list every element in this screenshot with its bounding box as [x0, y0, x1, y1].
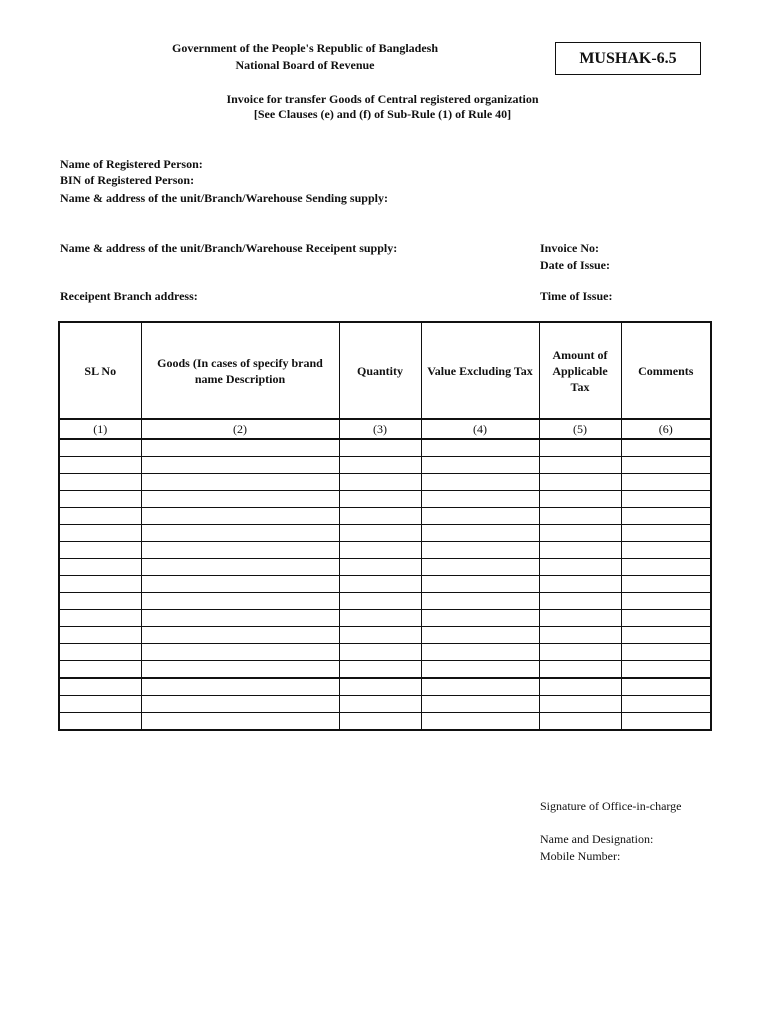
signature-label: Signature of Office-in-charge — [540, 799, 682, 813]
table-cell[interactable] — [421, 593, 539, 610]
table-cell[interactable] — [141, 525, 339, 542]
table-cell[interactable] — [621, 508, 711, 525]
table-cell[interactable] — [59, 644, 141, 661]
form-code-box: MUSHAK-6.5 — [555, 42, 701, 75]
table-cell[interactable] — [539, 644, 621, 661]
table-cell[interactable] — [421, 474, 539, 491]
table-cell[interactable] — [141, 610, 339, 627]
table-cell[interactable] — [539, 593, 621, 610]
table-row — [59, 627, 711, 644]
table-row — [59, 457, 711, 474]
table-cell[interactable] — [339, 439, 421, 457]
table-cell[interactable] — [421, 559, 539, 576]
table-cell[interactable] — [621, 593, 711, 610]
column-number: (2) — [141, 419, 339, 439]
table-cell[interactable] — [421, 457, 539, 474]
table-cell[interactable] — [539, 542, 621, 559]
table-cell[interactable] — [621, 559, 711, 576]
table-row — [59, 525, 711, 542]
table-cell[interactable] — [339, 525, 421, 542]
table-cell[interactable] — [339, 559, 421, 576]
recipient-branch-address-label: Receipent Branch address: — [60, 289, 198, 303]
table-cell[interactable] — [539, 559, 621, 576]
recipient-unit-label: Name & address of the unit/Branch/Warehouse Receipent supply: — [60, 241, 398, 255]
table-cell[interactable] — [539, 576, 621, 593]
column-number: (5) — [539, 419, 621, 439]
table-cell[interactable] — [59, 474, 141, 491]
table-cell[interactable] — [621, 644, 711, 661]
table-cell[interactable] — [141, 696, 339, 713]
sending-unit-label: Name & address of the unit/Branch/Warehouse Sending supply: — [60, 191, 388, 205]
column-number: (6) — [621, 419, 711, 439]
table-cell[interactable] — [421, 491, 539, 508]
table-cell[interactable] — [539, 508, 621, 525]
table-row — [59, 696, 711, 713]
table-cell[interactable] — [421, 576, 539, 593]
table-row — [59, 559, 711, 576]
table-cell[interactable] — [59, 542, 141, 559]
table-cell[interactable] — [621, 525, 711, 542]
table-cell[interactable] — [421, 627, 539, 644]
table-cell[interactable] — [539, 696, 621, 713]
table-cell[interactable] — [621, 678, 711, 696]
table-cell[interactable] — [339, 457, 421, 474]
table-header-row — [59, 322, 711, 419]
table-cell[interactable] — [59, 457, 141, 474]
table-cell[interactable] — [59, 576, 141, 593]
board-name: National Board of Revenue — [235, 58, 375, 72]
table-cell[interactable] — [339, 542, 421, 559]
table-row — [59, 542, 711, 559]
table-cell[interactable] — [539, 525, 621, 542]
name-designation-label: Name and Designation: — [540, 832, 654, 846]
document-title: Invoice for transfer Goods of Central registered organization — [226, 92, 539, 106]
table-cell[interactable] — [59, 491, 141, 508]
table-cell[interactable] — [539, 678, 621, 696]
table-row — [59, 661, 711, 679]
mobile-number-label: Mobile Number: — [540, 849, 621, 863]
table-cell[interactable] — [59, 696, 141, 713]
table-cell[interactable] — [621, 696, 711, 713]
table-cell[interactable] — [621, 491, 711, 508]
table-row — [59, 576, 711, 593]
table-cell[interactable] — [539, 474, 621, 491]
table-cell[interactable] — [59, 713, 141, 731]
table-cell[interactable] — [141, 439, 339, 457]
table-cell[interactable] — [339, 508, 421, 525]
table-cell[interactable] — [141, 457, 339, 474]
table-cell[interactable] — [621, 713, 711, 731]
table-cell[interactable] — [141, 678, 339, 696]
column-number: (1) — [59, 419, 141, 439]
table-cell[interactable] — [59, 678, 141, 696]
col-header-comments: Comments — [621, 322, 711, 419]
table-cell[interactable] — [421, 439, 539, 457]
table-cell[interactable] — [339, 576, 421, 593]
table-cell[interactable] — [141, 559, 339, 576]
document-subtitle: [See Clauses (e) and (f) of Sub-Rule (1) of Rule 40] — [253, 107, 512, 121]
table-cell[interactable] — [421, 508, 539, 525]
table-cell[interactable] — [141, 644, 339, 661]
table-cell[interactable] — [339, 610, 421, 627]
table-cell[interactable] — [621, 457, 711, 474]
table-cell[interactable] — [621, 439, 711, 457]
table-cell[interactable] — [59, 439, 141, 457]
col-header-sl-no: SL No — [59, 322, 141, 419]
table-cell[interactable] — [421, 678, 539, 696]
table-cell[interactable] — [421, 661, 539, 679]
table-row — [59, 713, 711, 731]
column-number-row — [59, 419, 711, 439]
table-cell[interactable] — [339, 491, 421, 508]
table-cell[interactable] — [421, 713, 539, 731]
table-cell[interactable] — [539, 457, 621, 474]
table-cell[interactable] — [339, 644, 421, 661]
table-cell[interactable] — [621, 610, 711, 627]
table-row — [59, 644, 711, 661]
table-cell[interactable] — [339, 678, 421, 696]
table-row — [59, 491, 711, 508]
column-number: (3) — [339, 419, 421, 439]
table-cell[interactable] — [59, 559, 141, 576]
table-cell[interactable] — [421, 644, 539, 661]
table-cell[interactable] — [339, 474, 421, 491]
table-cell[interactable] — [621, 542, 711, 559]
table-row — [59, 474, 711, 491]
table-cell[interactable] — [141, 542, 339, 559]
table-cell[interactable] — [141, 713, 339, 731]
table-cell[interactable] — [59, 661, 141, 679]
table-row — [59, 678, 711, 696]
table-cell[interactable] — [621, 474, 711, 491]
date-of-issue-label: Date of Issue: — [540, 258, 610, 272]
table-row — [59, 508, 711, 525]
table-cell[interactable] — [141, 508, 339, 525]
table-cell[interactable] — [141, 627, 339, 644]
table-cell[interactable] — [421, 610, 539, 627]
table-cell[interactable] — [141, 593, 339, 610]
table-cell[interactable] — [621, 661, 711, 679]
time-of-issue-label: Time of Issue: — [540, 289, 613, 303]
table-cell[interactable] — [421, 525, 539, 542]
table-cell[interactable] — [621, 627, 711, 644]
table-cell[interactable] — [621, 576, 711, 593]
table-cell[interactable] — [141, 576, 339, 593]
col-header-applicable-tax: Amount of Applicable Tax — [539, 322, 621, 419]
table-cell[interactable] — [539, 713, 621, 731]
table-cell[interactable] — [339, 696, 421, 713]
table-cell[interactable] — [339, 627, 421, 644]
table-cell[interactable] — [59, 627, 141, 644]
table-cell[interactable] — [421, 542, 539, 559]
col-header-value-excluding-tax: Value Excluding Tax — [421, 322, 539, 419]
registered-person-bin-label: BIN of Registered Person: — [60, 173, 195, 187]
table-cell[interactable] — [539, 627, 621, 644]
table-cell[interactable] — [339, 713, 421, 731]
table-cell[interactable] — [141, 474, 339, 491]
table-cell[interactable] — [59, 508, 141, 525]
table-cell[interactable] — [141, 491, 339, 508]
invoice-no-label: Invoice No: — [540, 241, 599, 255]
table-cell[interactable] — [59, 593, 141, 610]
column-number: (4) — [421, 419, 539, 439]
government-name: Government of the People's Republic of Bangladesh — [172, 41, 438, 55]
col-header-quantity: Quantity — [339, 322, 421, 419]
table-cell[interactable] — [539, 439, 621, 457]
goods-table — [58, 321, 712, 731]
table-cell[interactable] — [339, 593, 421, 610]
registered-person-name-label: Name of Registered Person: — [60, 157, 203, 171]
table-cell[interactable] — [539, 610, 621, 627]
table-cell[interactable] — [339, 661, 421, 679]
col-header-goods: Goods (In cases of specify brand name Description — [141, 322, 339, 419]
table-row — [59, 610, 711, 627]
table-cell[interactable] — [59, 610, 141, 627]
table-cell[interactable] — [539, 661, 621, 679]
table-cell[interactable] — [421, 696, 539, 713]
table-cell[interactable] — [141, 661, 339, 679]
table-row — [59, 439, 711, 457]
table-cell[interactable] — [59, 525, 141, 542]
table-row — [59, 593, 711, 610]
table-cell[interactable] — [539, 491, 621, 508]
